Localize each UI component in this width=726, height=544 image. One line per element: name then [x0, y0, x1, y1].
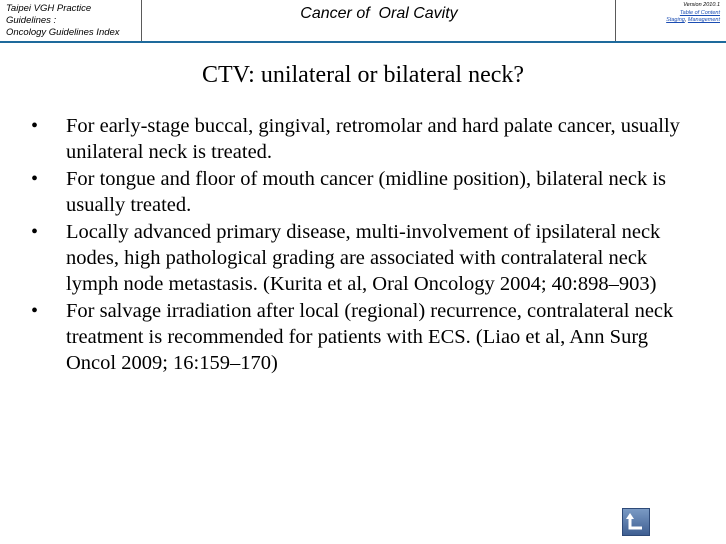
header-right: Version 2010.1 Table of Content Staging, Management [622, 2, 720, 25]
bullet-list [28, 113, 700, 377]
return-arrow-icon [623, 509, 649, 535]
table-of-content-link[interactable]: Table of Content [679, 9, 720, 16]
header-title: Cancer of Oral Cavity [300, 5, 458, 22]
header-rule [0, 41, 726, 43]
back-button[interactable] [622, 508, 650, 536]
header-line-1[interactable]: Taipei VGH Practice [6, 3, 92, 14]
bullet-item [28, 113, 700, 165]
bullet-dot: • [31, 168, 39, 190]
bullet-text: For salvage irradiation after local (regional) recurrence, contralateral neck treatment is recommended for patients with ECS. (Liao et al, Ann Surg Oncol 2009; 16:159–170) [66, 300, 674, 374]
header-line-3[interactable]: Oncology Guidelines Index [6, 27, 120, 38]
version-label: Version 2010.1 [683, 2, 720, 8]
bullet-item [28, 219, 700, 297]
bullet-item [28, 298, 700, 376]
bullet-text: For early-stage buccal, gingival, retromolar and hard palate cancer, usually unilateral neck is treated. [66, 115, 680, 163]
bullet-dot: • [31, 300, 39, 322]
slide-title: CTV: unilateral or bilateral neck? [201, 62, 525, 88]
header [0, 0, 726, 42]
bullet-text: For tongue and floor of mouth cancer (midline position), bilateral neck is usually treated. [66, 168, 667, 216]
header-divider-right [615, 0, 616, 42]
bullet-item [28, 166, 700, 218]
management-link[interactable]: Management [687, 17, 720, 23]
bullet-text: Locally advanced primary disease, multi-involvement of ipsilateral neck nodes, high pathological grading are associated with contralateral neck lymph node metastasis. (Kurita et al, Oral Oncology 2004; 40:898–903) [66, 221, 661, 295]
bullet-dot: • [31, 115, 39, 137]
guidelines-index-link[interactable] [6, 3, 140, 39]
bullet-dot: • [31, 221, 39, 243]
staging-link[interactable]: Staging [666, 17, 685, 23]
header-divider-left [141, 0, 142, 42]
header-line-2[interactable]: Guidelines : [6, 15, 57, 26]
